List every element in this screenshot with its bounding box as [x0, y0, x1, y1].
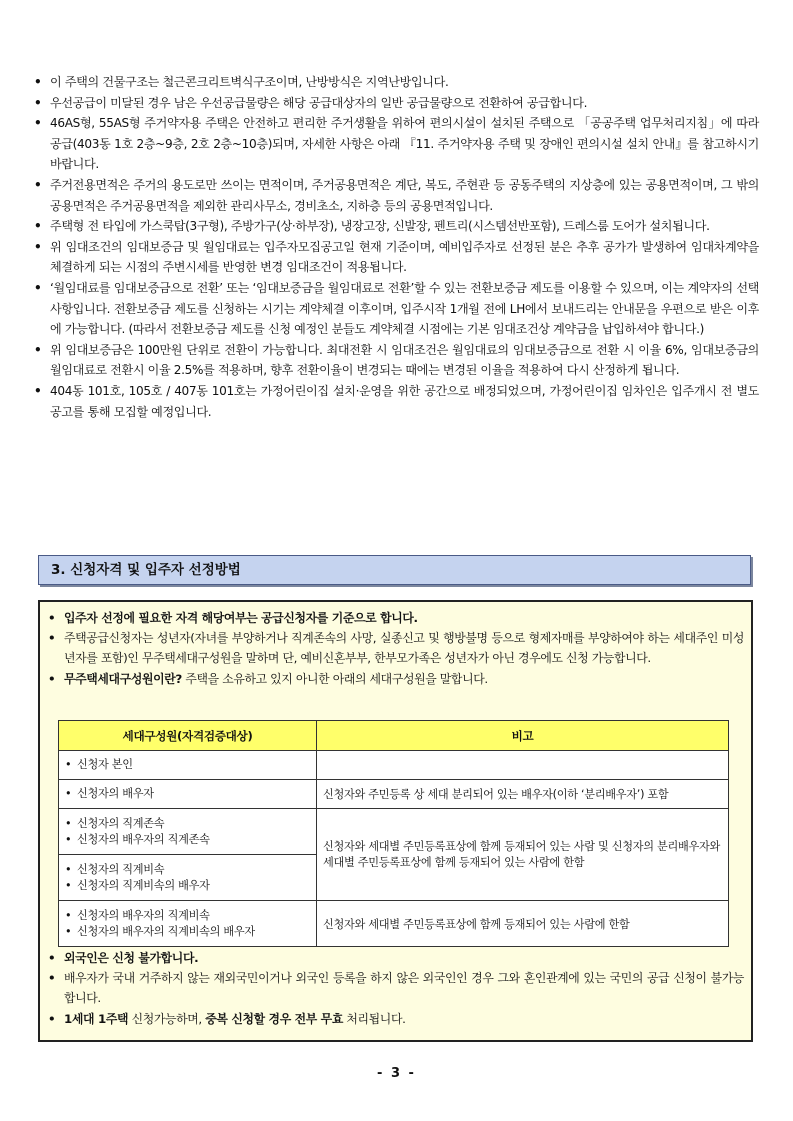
bullet-text: 신청가능하며,	[128, 1011, 206, 1026]
table-cell: • 신청자의 배우자	[59, 780, 317, 809]
bullet-text: 처리됩니다.	[342, 1011, 406, 1026]
table-cell: • 신청자의 직계비속 • 신청자의 직계비속의 배우자	[59, 855, 317, 901]
table-cell: 신청자와 세대별 주민등록표상에 함께 등재되어 있는 사람에 한함	[317, 901, 729, 947]
bullet-item	[48, 669, 744, 689]
bullet-item: • 우선공급이 미달된 경우 남은 우선공급물량은 해당 공급대상자의 일반 공급물량으로 전환하여 공급합니다.	[34, 93, 759, 114]
bullet-item: • 404동 101호, 105호 / 407동 101호는 가정어린이집 설치·운영을 위한 공간으로 배정되었으며, 가정어린이집 임차인은 입주개시 전 별도 공고를 통해 모집할 예정입니다.	[34, 381, 759, 422]
table-header: 비고	[317, 721, 729, 751]
bold-term: 중복 신청할 경우 전부 무효	[205, 1011, 343, 1026]
table-cell: • 신청자의 직계존속 • 신청자의 배우자의 직계존속	[59, 809, 317, 855]
table-cell: • 신청자의 배우자의 직계비속 • 신청자의 배우자의 직계비속의 배우자	[59, 901, 317, 947]
table-header: 세대구성원(자격검증대상)	[59, 721, 317, 751]
bullet-item: • 46AS형, 55AS형 주거약자용 주택은 안전하고 편리한 주거생활을 위하여 편의시설이 설치된 주택으로 「공공주택 업무처리지침」에 따라 공급(403동 1호 2층~9층, 2호 2층~10층)되며, 자세한 사항은 아래 『11. 주거약자용 주택 및 장애인 편의시설 설치 안내』를 참고하시기 바랍니다.	[34, 113, 759, 175]
table-cell: 신청자와 세대별 주민등록표상에 함께 등재되어 있는 사람 및 신청자의 분리배우자와 세대별 주민등록표상에 함께 등재되어 있는 사람에 한함	[317, 809, 729, 901]
bullet-item	[48, 1009, 744, 1029]
bold-term: 1세대 1주택	[64, 1011, 129, 1026]
table-cell	[317, 751, 729, 780]
bullet-item: • ‘월임대료를 임대보증금으로 전환’ 또는 ‘임대보증금을 월임대료로 전환’할 수 있는 전환보증금 제도를 이용할 수 있으며, 이는 계약자의 선택사항입니다. 전환보증금 제도를 신청하는 시기는 계약체결 이후이며, 입주시작 1개월 전에 LH에서 보내드리는 안내문을 우편으로 받은 이후에 가능합니다. (따라서 전환보증금 제도를 신청 예정인 분들도 계약체결 시점에는 기본 임대조건상 계약금을 납입하셔야 합니다.)	[34, 278, 759, 340]
eligibility-bullets-top	[48, 608, 744, 689]
bullet-item: • 주택공급신청자는 성년자(자녀를 부양하거나 직계존속의 사망, 실종신고 및 행방불명 등으로 형제자매를 부양하여야 하는 세대주인 미성년자를 포함)인 무주택세대구성원을 말하며 단, 예비신혼부부, 한부모가족은 성년자가 아닌 경우에도 신청 가능합니다.	[48, 628, 744, 668]
table-cell: • 신청자 본인	[59, 751, 317, 780]
bullet-item: • 입주자 선정에 필요한 자격 해당여부는 공급신청자를 기준으로 합니다.	[48, 608, 744, 628]
bullet-item: • 주거전용면적은 주거의 용도로만 쓰이는 면적이며, 주거공용면적은 계단, 복도, 주현관 등 공동주택의 지상층에 있는 공용면적이며, 그 밖의 공용면적은 주거공용면적을 제외한 관리사무소, 경비초소, 지하층 등의 공용면적입니다.	[34, 175, 759, 216]
bullet-item: • 배우자가 국내 거주하지 않는 재외국민이거나 외국인 등록을 하지 않은 외국인인 경우 그와 혼인관계에 있는 국민의 공급 신청이 불가능합니다.	[48, 968, 744, 1008]
notice-bullet-list	[34, 72, 759, 422]
bullet-text: 주택을 소유하고 있지 아니한 아래의 세대구성원을 말합니다.	[181, 671, 488, 686]
bullet-item: • 외국인은 신청 불가합니다.	[48, 948, 744, 968]
eligibility-box	[38, 600, 753, 1042]
bullet-item: • 주택형 전 타입에 가스쿡탑(3구형), 주방가구(상·하부장), 냉장고장, 신발장, 펜트리(시스템선반포함), 드레스룸 도어가 설치됩니다.	[34, 216, 759, 237]
bullet-item: • 위 임대조건의 임대보증금 및 월임대료는 입주자모집공고일 현재 기준이며, 예비입주자로 선정된 분은 추후 공가가 발생하여 임대차계약을 체결하게 되는 시점의 주변시세를 반영한 변경 임대조건이 적용됩니다.	[34, 237, 759, 278]
section-heading: 3. 신청자격 및 입주자 선정방법	[38, 555, 751, 585]
bullet-item: • 이 주택의 건물구조는 철근콘크리트벽식구조이며, 난방방식은 지역난방입니다.	[34, 72, 759, 93]
eligibility-bullets-bottom	[48, 948, 744, 1029]
household-member-table	[58, 720, 729, 947]
page-number: - 3 -	[377, 1066, 416, 1081]
bold-term: 무주택세대구성원이란?	[64, 671, 182, 686]
table-cell: 신청자와 주민등록 상 세대 분리되어 있는 배우자(이하 ‘분리배우자’) 포함	[317, 780, 729, 809]
bullet-item: • 위 임대보증금은 100만원 단위로 전환이 가능합니다. 최대전환 시 임대조건은 월임대료의 임대보증금으로 전환 시 이율 6%, 임대보증금의 월임대료로 전환시 이율 2.5%를 적용하며, 향후 전환이율이 변경되는 때에는 변경된 이율을 적용하여 다시 산정하게 됩니다.	[34, 340, 759, 381]
